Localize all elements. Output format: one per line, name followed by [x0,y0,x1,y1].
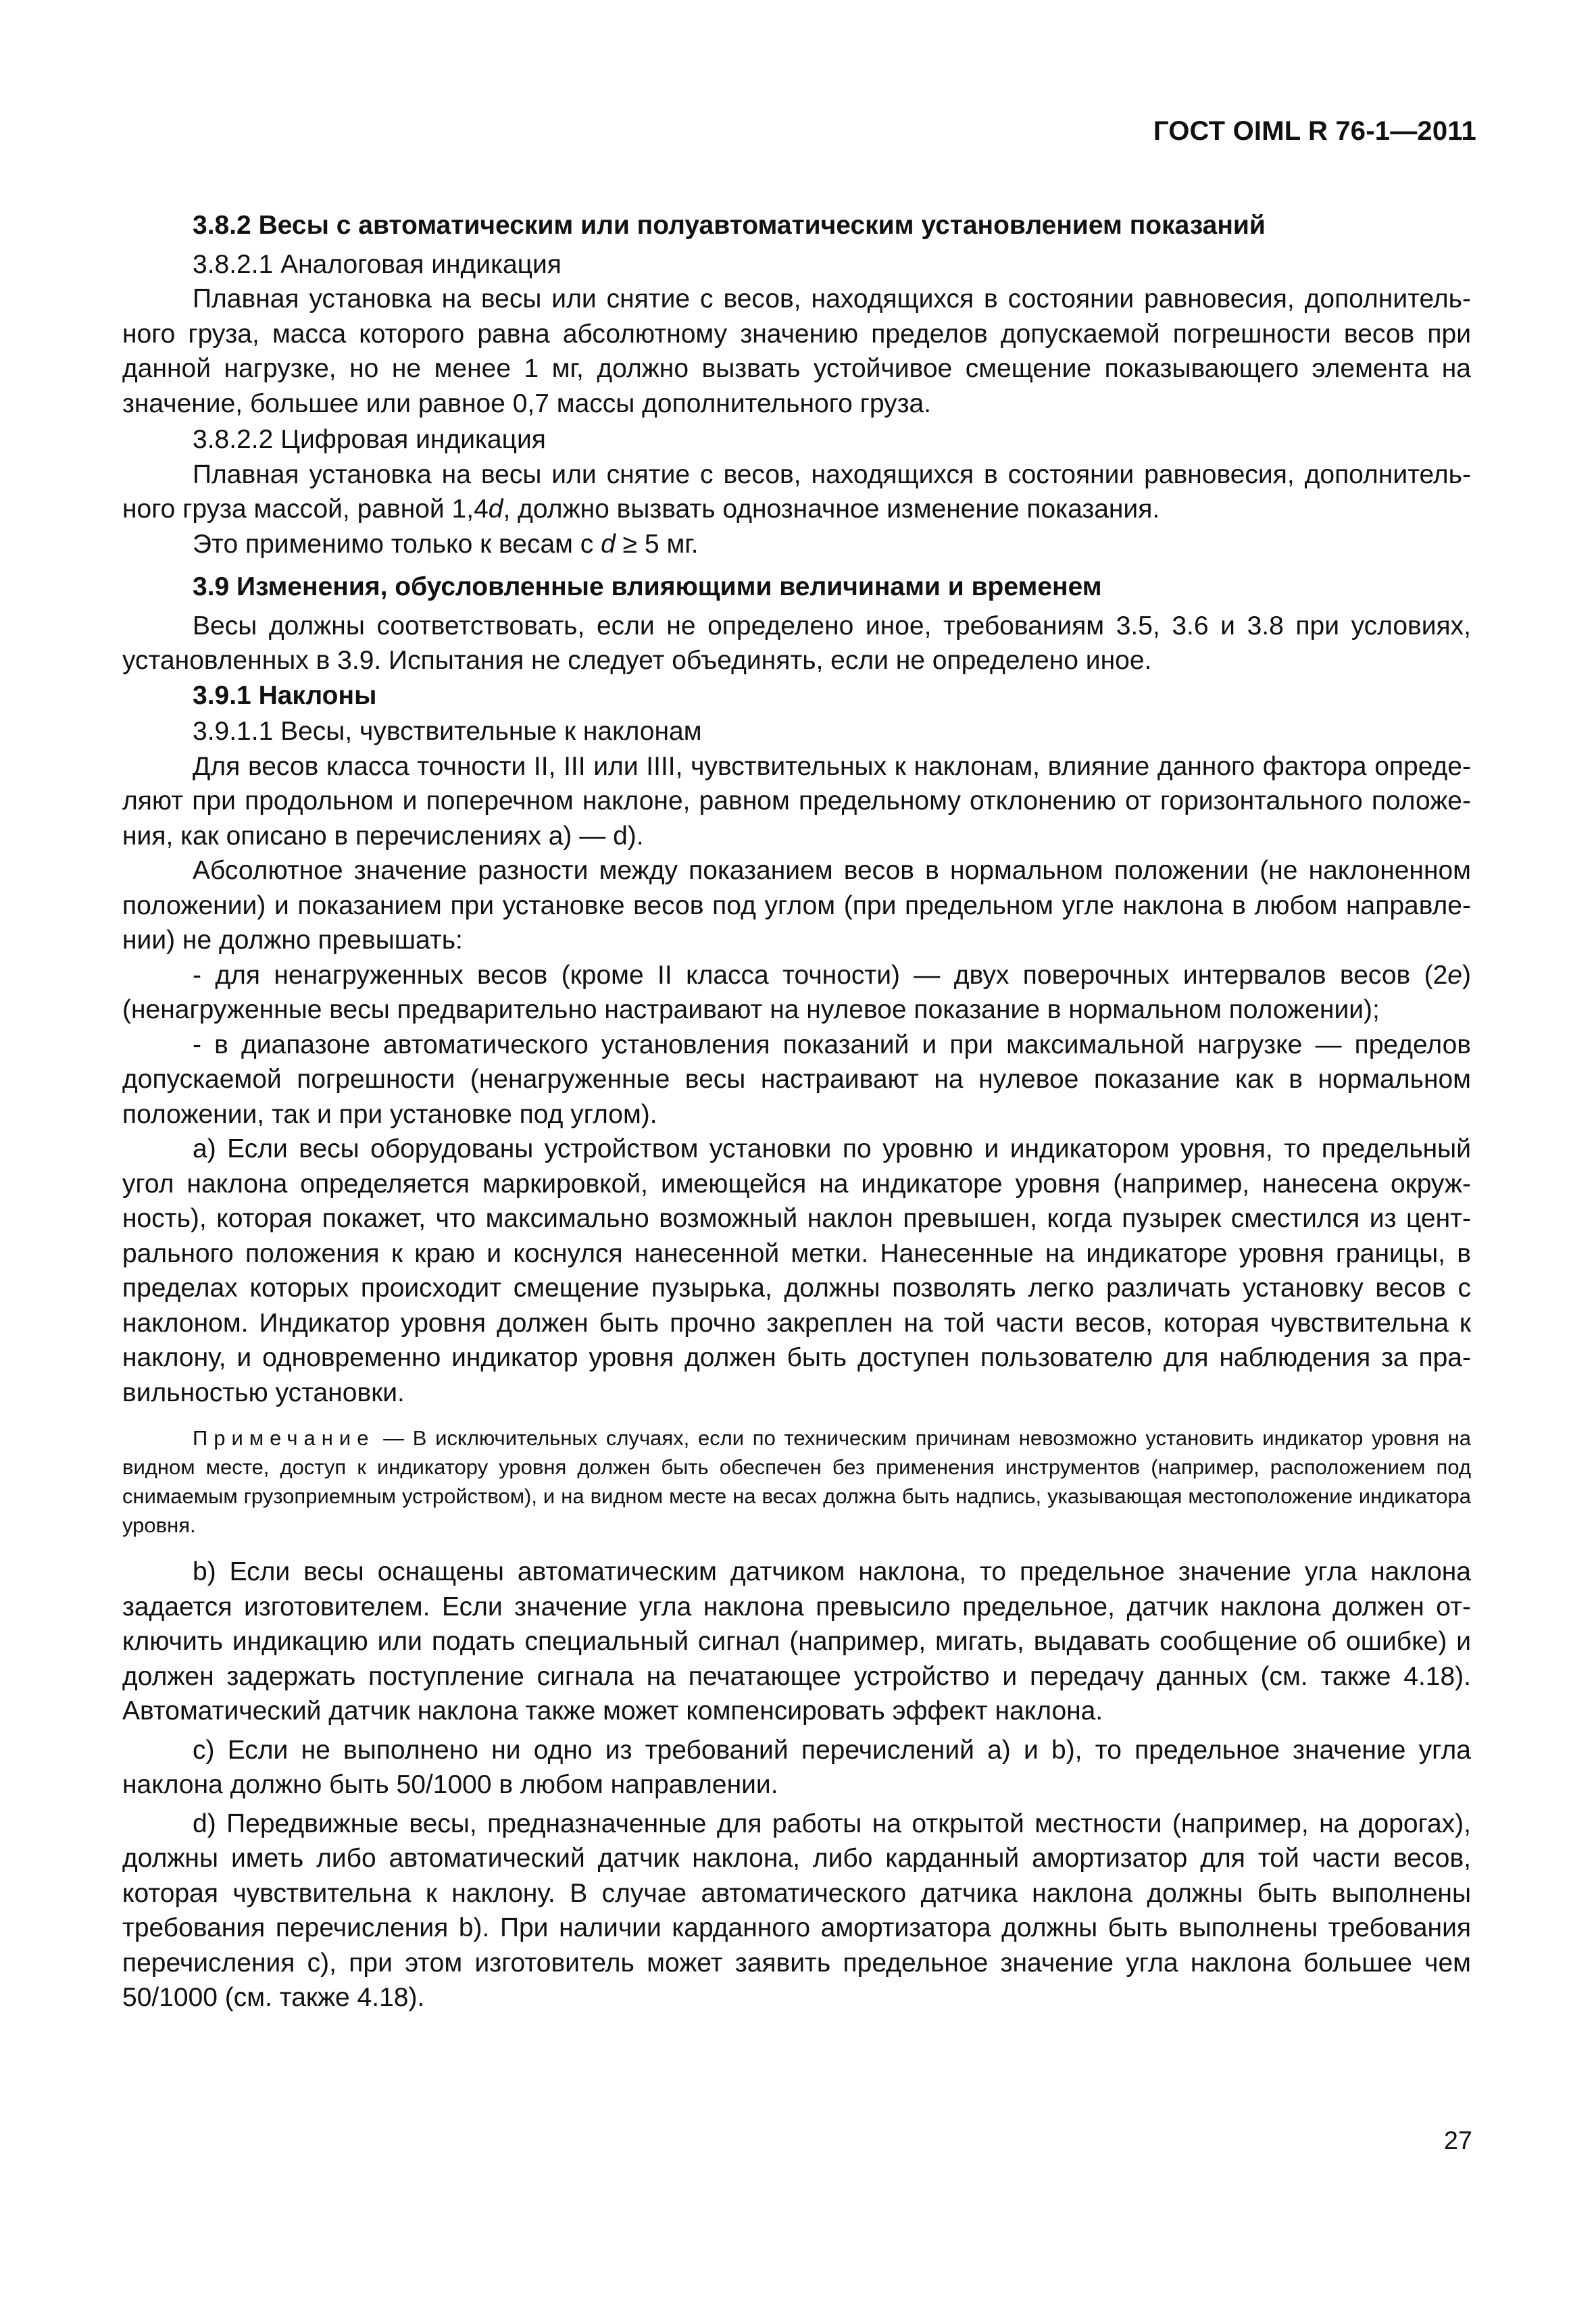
text-run: ) (ненагруженные весы предварительно настраивают на нулевое показание в нормальном положении); [122,960,1471,1024]
document-header: ГОСТ OIML R 76-1—2011 [1153,116,1476,146]
variable-d: d [488,495,503,524]
note [122,1424,1471,1540]
paragraph-3-8-2-2 [122,457,1471,527]
list-item-d: d) Передвижные весы, предназначенные для работы на открытой местности (например, на дорогах), должны иметь либо автоматический датчик наклона, либо карданный амортизатор для той части весов, которая чувствительна к наклону. В случае автоматического датчика наклона должны быть выполнены требования перечисления b). При наличии карданного амортизатора должны быть выполнены требования перечисления c), при этом изготовитель может заявить предельное значение угла наклона большее чем 50/1000 (см. также 4.18). [122,1809,1471,2012]
text-run: Это применимо только к весам с [193,529,601,559]
text-run: - для ненагруженных весов (кроме II класса точности) — двух поверочных интервалов весов (2 [193,960,1448,990]
section-heading-3-8-2: 3.8.2 Весы с автоматическим или полуавтоматическим установлением показаний [193,211,1266,240]
page-number: 27 [1443,2127,1472,2155]
subsection-heading-3-8-2-2: 3.8.2.2 Цифровая индикация [193,425,546,454]
subsection-heading-3-8-2-1: 3.8.2.1 Аналоговая индикация [193,249,562,279]
paragraph-3-9-1-1-b: Абсолютное значение разности между показанием весов в нормальном положении (не наклоненном положении) и показанием при установке весов под углом (при предельном угле наклона в любом направлении) не должно превышать: [122,856,1471,955]
document-body [122,200,1471,2015]
variable-e: e [1447,960,1462,990]
text-run: , должно вызвать однозначное изменение показания. [503,495,1160,524]
subsection-heading-3-9-1-1: 3.9.1.1 Весы, чувствительные к наклонам [193,717,702,746]
paragraph-3-9-1-1-a: Для весов класса точности II, III или IIII, чувствительных к наклонам, влияние данного фактора определяют при продольном и поперечном наклоне, равном предельному отклонению от горизонтального положения, как описано в перечислениях а) — d). [122,751,1471,851]
note-label: Примечание [193,1426,375,1450]
list-item-unloaded [122,958,1471,1028]
note-text: — В исключительных случаях, если по техническим причинам невозможно установить индикатор уровня на видном месте, доступ к индикатору уровня должен быть обеспечен без применения инструментов (например, расположением под снимаемым грузоприемным устройством), и на видном месте на весах должна быть надпись, указывающая местоположение индикатора уровня. [122,1426,1471,1537]
list-item-b: b) Если весы оснащены автоматическим датчиком наклона, то предельное значение угла наклона задается изготовителем. Если значение угла наклона превысило предельное, датчик наклона должен отключить индикацию или подать специальный сигнал (например, мигать, выдавать сообщение об ошибке) и должен задержать поступление сигнала на печатающее устройство и передачу данных (см. также 4.18). Автоматический датчик наклона также может компенсировать эффект наклона. [122,1557,1471,1726]
list-item-c: c) Если не выполнено ни одно из требований перечислений a) и b), то предельное значение угла наклона должно быть 50/1000 в любом направлении. [122,1735,1471,1799]
variable-d: d [601,529,616,559]
list-item-a: a) Если весы оборудованы устройством установки по уровню и индикатором уровня, то предельный угол наклона определяется маркировкой, имеющейся на индикаторе уровня (например, нанесена окружность), которая покажет, что максимально возможный наклон превышен, когда пузырек сместился из центрального положения к краю и коснулся нанесенной метки. Нанесенные на индикаторе уровня границы, в пределах которых происходит смещение пузырька, должны позволять легко различать установку весов с наклоном. Индикатор уровня должен быть прочно закреплен на той части весов, которая чувствительна к наклону, и одновременно индикатор уровня должен быть доступен пользователю для наблюдения за правильностью установки. [122,1134,1471,1407]
list-item-auto-range: - в диапазоне автоматического установления показаний и при максимальной нагрузке — пределов допускаемой погрешности (ненагруженные весы настраивают на нулевое показание как в нормальном положении, так и при установке под углом). [122,1030,1471,1129]
paragraph-3-9: Весы должны соответствовать, если не определено иное, требованиям 3.5, 3.6 и 3.8 при условиях, установленных в 3.9. Испытания не следует объединять, если не определено иное. [122,611,1471,675]
subsection-heading-3-9-1: 3.9.1 Наклоны [193,680,377,710]
text-run: Плавная установка на весы или снятие с весов, находящихся в состоянии равновесия, дополнительного груза массой, равной 1,4 [122,459,1471,524]
paragraph-3-8-2-1: Плавная установка на весы или снятие с весов, находящихся в состоянии равновесия, дополнительного груза, масса которого равна абсолютному значению пределов допускаемой погрешности весов при данной нагрузке, но не менее 1 мг, должно вызвать устойчивое смещение показывающего элемента на значение, большее или равное 0,7 массы дополнительного груза. [122,284,1471,418]
paragraph-3-8-2-2-applicability [122,527,1471,562]
section-heading-3-9: 3.9 Изменения, обусловленные влияющими величинами и временем [193,572,1102,601]
text-run: ≥ 5 мг. [615,529,699,559]
